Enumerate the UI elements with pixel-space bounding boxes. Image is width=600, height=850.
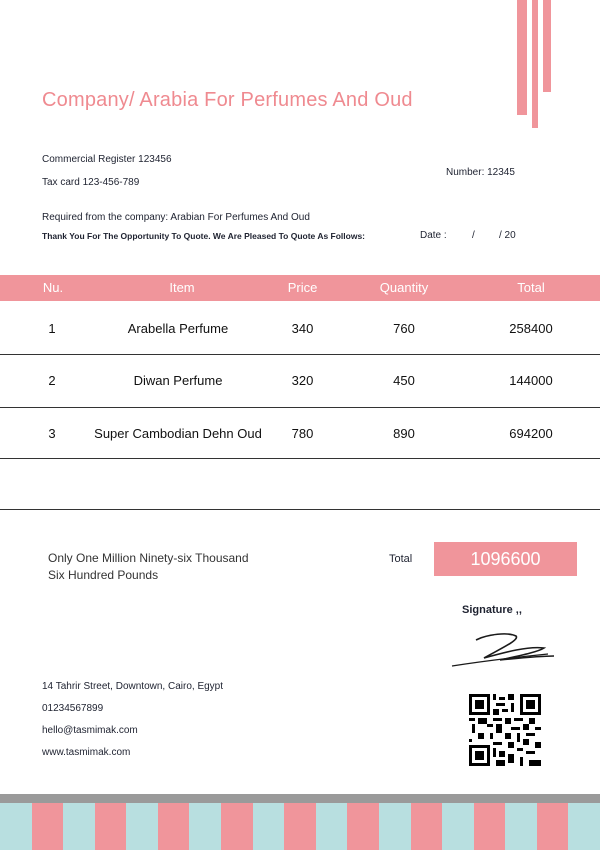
footer-stripe	[379, 803, 411, 850]
date-slash: /	[472, 230, 475, 241]
row-total: 258400	[509, 321, 553, 336]
col-header-quantity: Quantity	[379, 280, 429, 295]
footer-stripe	[189, 803, 221, 850]
footer-stripe	[0, 803, 32, 850]
thanks-text: Thank You For The Opportunity To Quote. We Are Pleased To Quote As Follows:	[42, 231, 366, 241]
quote-number: Number: 12345	[446, 167, 515, 178]
row-price: 340	[291, 321, 314, 336]
row-total: 144000	[509, 373, 553, 388]
row-item: Arabella Perfume	[127, 321, 229, 336]
footer-stripe	[32, 803, 64, 850]
amount-in-words-line2: Six Hundred Pounds	[48, 568, 159, 582]
decorative-bar	[517, 0, 527, 115]
table-bottom-rule	[0, 509, 600, 510]
row-quantity: 890	[393, 426, 415, 441]
footer-stripe	[347, 803, 379, 850]
row-nu: 2	[48, 373, 56, 388]
col-header-nu: Nu.	[42, 280, 64, 295]
contact-phone: 01234567899	[42, 703, 104, 714]
total-label: Total	[389, 553, 413, 565]
footer-stripe	[95, 803, 127, 850]
row-price: 780	[291, 426, 314, 441]
footer-stripe	[158, 803, 190, 850]
contact-address: 14 Tahrir Street, Downtown, Cairo, Egypt	[42, 681, 224, 692]
required-from: Required from the company: Arabian For Perfumes And Oud	[42, 212, 310, 223]
row-total: 694200	[509, 426, 553, 441]
row-quantity: 450	[393, 373, 415, 388]
footer-gray-bar	[0, 794, 600, 803]
footer-stripe	[568, 803, 600, 850]
row-nu: 1	[48, 321, 56, 336]
contact-email[interactable]: hello@tasmimak.com	[42, 725, 138, 736]
signature-scribble-icon	[448, 628, 558, 672]
footer-stripe	[221, 803, 253, 850]
col-header-item: Item	[169, 280, 195, 295]
amount-in-words-line1: Only One Million Ninety-six Thousand	[48, 551, 249, 565]
footer-stripe	[316, 803, 348, 850]
date-label: Date :	[420, 230, 447, 241]
company-title: Company/ Arabia For Perfumes And Oud	[42, 89, 413, 111]
footer-stripe	[126, 803, 158, 850]
col-header-price: Price	[287, 280, 318, 295]
footer-stripe	[63, 803, 95, 850]
row-item: Super Cambodian Dehn Oud	[94, 426, 262, 441]
footer-stripe	[442, 803, 474, 850]
contact-website[interactable]: www.tasmimak.com	[42, 747, 131, 758]
footer-stripe	[253, 803, 285, 850]
row-divider	[0, 407, 600, 408]
table-header	[0, 275, 600, 301]
row-divider	[0, 458, 600, 459]
signature-label: Signature ,,	[462, 604, 522, 616]
row-item: Diwan Perfume	[133, 373, 223, 388]
row-divider	[0, 354, 600, 355]
tax-card: Tax card 123-456-789	[42, 177, 140, 188]
decorative-bar	[532, 0, 538, 128]
row-price: 320	[291, 373, 314, 388]
decorative-bar	[543, 0, 551, 92]
col-header-total: Total	[517, 280, 545, 295]
qr-code-icon	[469, 694, 541, 766]
row-nu: 3	[48, 426, 56, 441]
commercial-register: Commercial Register 123456	[42, 154, 172, 165]
row-quantity: 760	[393, 321, 415, 336]
grand-total: 1096600	[434, 542, 577, 576]
date-year: / 20	[499, 230, 516, 241]
footer-stripe	[411, 803, 443, 850]
footer-stripes	[0, 803, 600, 850]
footer-stripe	[505, 803, 537, 850]
footer-stripe	[537, 803, 569, 850]
footer-stripe	[284, 803, 316, 850]
footer-stripe	[474, 803, 506, 850]
